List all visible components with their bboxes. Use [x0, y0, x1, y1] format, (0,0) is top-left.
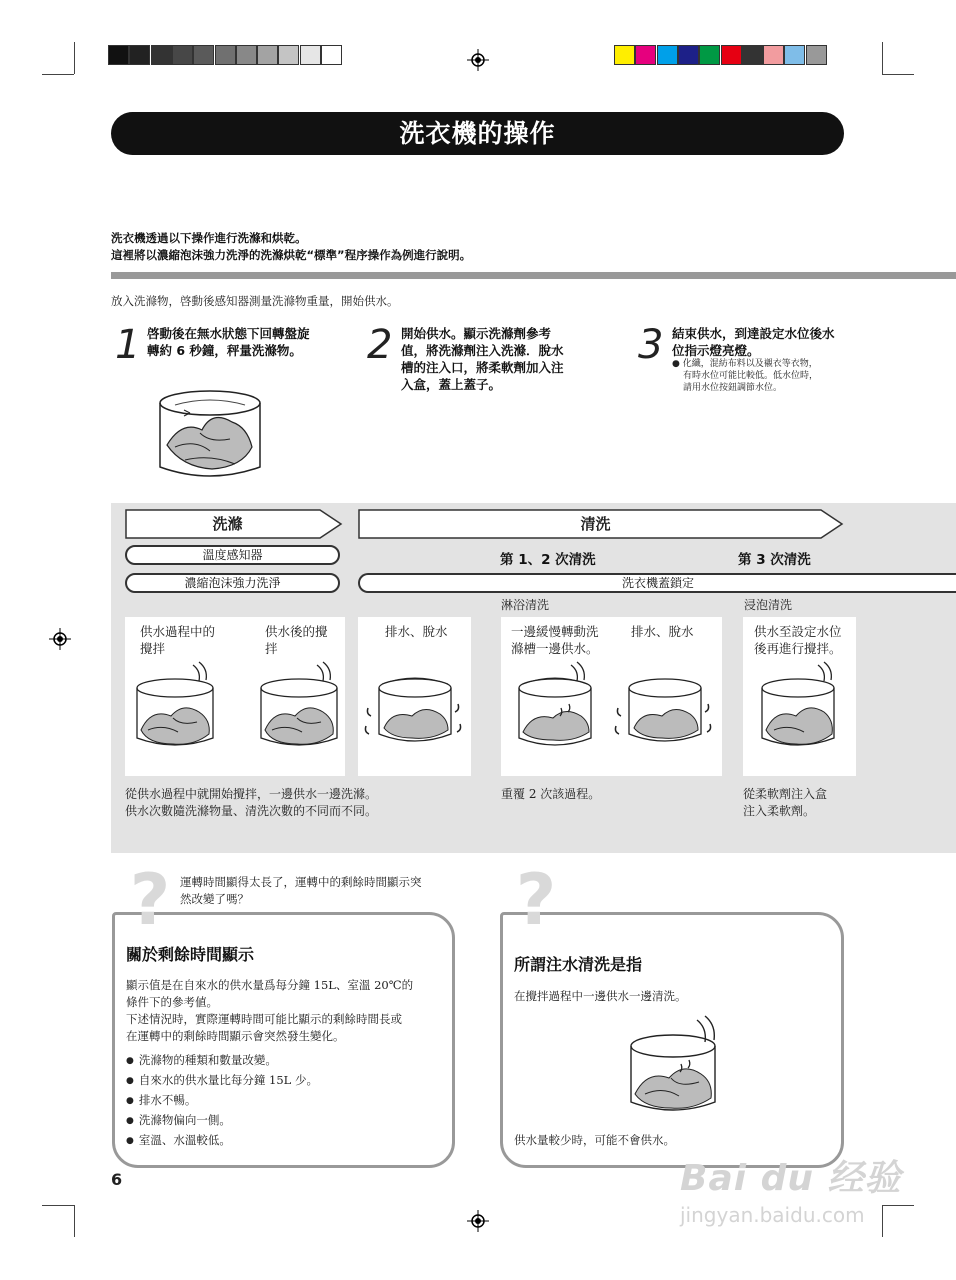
- color-swatch: [763, 45, 784, 65]
- injection-rinse-body: 在攪拌過程中一邊供水一邊清洗。: [514, 989, 687, 1003]
- remaining-time-conditions: [126, 1051, 318, 1151]
- load-note: 放入洗滌物，啓動後感知器測量洗滌物重量，開始供水。: [111, 294, 399, 308]
- svg-text:?: ?: [129, 866, 171, 930]
- color-swatch: [614, 45, 635, 65]
- rinse-stage-label: 清洗: [580, 515, 611, 533]
- registration-mark-icon: [49, 628, 71, 650]
- baidu-watermark: Bai du 经验 jingyan.baidu.com: [680, 1158, 902, 1227]
- color-swatch: [657, 45, 678, 65]
- step-number: 2: [367, 322, 393, 368]
- crop-mark: [42, 74, 74, 75]
- list-item: ● 排水不暢。: [126, 1091, 318, 1111]
- list-item: ● 洗滌物的種類和數量改變。: [126, 1051, 318, 1071]
- step-3-note: ● 化纖，混紡布料以及襯衣等衣物， 有時水位可能比較低。低水位時， 請用水位按鈕調節水位。: [672, 359, 819, 393]
- remaining-time-heading: 關於剩餘時間顯示: [126, 945, 255, 964]
- foam-wash-pill: 濃縮泡沫強力洗淨: [125, 573, 340, 593]
- color-swatch: [129, 45, 150, 65]
- step-number: 3: [638, 322, 664, 368]
- wash-stage-label: 洗滌: [212, 515, 243, 533]
- card-caption: 供水至設定水位 後再進行攪拌。: [754, 624, 842, 656]
- color-swatch: [236, 45, 257, 65]
- color-swatch: [806, 45, 827, 65]
- spin-drain-tub-illustration: [612, 668, 718, 753]
- intro-line: 這裡將以濃縮泡沫強力洗淨的洗滌烘乾“標準”程序操作為例進行說明。: [111, 248, 472, 262]
- card-caption: 供水過程中的 攪拌: [140, 624, 216, 656]
- temperature-sensor-pill: 溫度感知器: [125, 545, 340, 565]
- color-swatch: [300, 45, 321, 65]
- repeat-note: 重覆 2 次該過程。: [501, 787, 601, 801]
- step-2-text: 開始供水。顯示洗滌劑參考 值，將洗滌劑注入洗滌．脫水 槽的注入口，將柔軟劑加入注 入盒，蓋上蓋子。: [401, 326, 564, 392]
- crop-mark: [882, 74, 914, 75]
- injection-rinse-tub-illustration: [625, 1012, 725, 1122]
- crop-mark: [74, 42, 75, 74]
- card-caption: 排水、脫水: [385, 624, 448, 639]
- question-mark-icon: [120, 866, 180, 930]
- rinse-stage-arrow: [358, 509, 844, 539]
- color-swatch: [721, 45, 742, 65]
- step-1-text: 啓動後在無水狀態下回轉盤旋 轉約 6 秒鐘，秤量洗滌物。: [147, 326, 310, 358]
- color-swatch: [699, 45, 720, 65]
- registration-mark-icon: [467, 49, 489, 71]
- list-item: ● 室溫、水溫較低。: [126, 1131, 318, 1151]
- injection-rinse-heading: 所謂注水清洗是指: [514, 955, 643, 974]
- crop-mark: [42, 1205, 74, 1206]
- svg-text:?: ?: [515, 866, 557, 930]
- color-swatch: [193, 45, 214, 65]
- spin-drain-tub-illustration: [362, 668, 468, 753]
- soak-rinse-tub-illustration: [756, 660, 846, 755]
- color-swatch: [742, 45, 763, 65]
- agitate-tub-illustration: [133, 660, 218, 755]
- rinse-1-2-header: 第 1、2 次清洗: [500, 552, 596, 568]
- color-swatch: [257, 45, 278, 65]
- lid-lock-pill: 洗衣機蓋鎖定: [358, 573, 956, 593]
- section-divider: [111, 272, 956, 279]
- step-3-text: 結束供水，到達設定水位後水 位指示燈亮燈。: [672, 326, 835, 358]
- color-swatch: [215, 45, 236, 65]
- page-title: 洗衣機的操作: [111, 112, 844, 155]
- question-mark-icon: [506, 866, 566, 930]
- color-swatch: [678, 45, 699, 65]
- injection-rinse-footer: 供水量較少時，可能不會供水。: [514, 1133, 675, 1147]
- page-number: 6: [111, 1170, 123, 1189]
- color-swatch: [321, 45, 342, 65]
- crop-mark: [74, 1205, 75, 1237]
- color-swatch: [784, 45, 805, 65]
- remaining-time-body: 顯示值是在自來水的供水量爲每分鐘 15L、室溫 20℃的 條件下的參考値。 下述情況時，實際運轉時間可能比顯示的剩餘時間長或 在運轉中的剩餘時間顯示會突然發生變化。: [126, 978, 414, 1043]
- step-number: 1: [115, 322, 141, 368]
- softener-note: 從柔軟劑注入盒 注入柔軟劑。: [743, 787, 828, 818]
- shower-rinse-tub-illustration: [509, 660, 609, 755]
- registration-mark-icon: [467, 1210, 489, 1232]
- card-caption: 供水後的攪 拌: [265, 624, 328, 656]
- wash-note: 從供水過程中就開始攪拌，一邊供水一邊洗滌。 供水次數隨洗滌物量、清洗次數的不同而不同。: [125, 787, 378, 818]
- crop-mark: [882, 42, 883, 74]
- color-swatch: [635, 45, 656, 65]
- agitate-tub-illustration: [257, 660, 342, 755]
- card-caption: 一邊緩慢轉動洗 滌槽一邊供水。: [511, 624, 599, 656]
- color-swatch: [172, 45, 193, 65]
- color-swatch: [151, 45, 172, 65]
- wash-stage-arrow: [125, 509, 343, 539]
- list-item: ● 洗滌物偏向一側。: [126, 1111, 318, 1131]
- soak-rinse-label: 浸泡清洗: [744, 598, 793, 612]
- list-item: ● 自來水的供水量比每分鐘 15L 少。: [126, 1071, 318, 1091]
- color-swatch: [278, 45, 299, 65]
- intro-line: 洗衣機透過以下操作進行洗滌和烘乾。: [111, 231, 307, 245]
- card-caption: 排水、脫水: [631, 624, 694, 639]
- rinse-3-header: 第 3 次清洗: [738, 552, 811, 568]
- faq-question: 運轉時間顯得太長了，運轉中的剩餘時間顯示突 然改變了嗎？: [180, 875, 422, 906]
- shower-rinse-label: 淋浴清洗: [501, 598, 550, 612]
- washing-tub-illustration: [155, 385, 265, 485]
- color-swatch: [108, 45, 129, 65]
